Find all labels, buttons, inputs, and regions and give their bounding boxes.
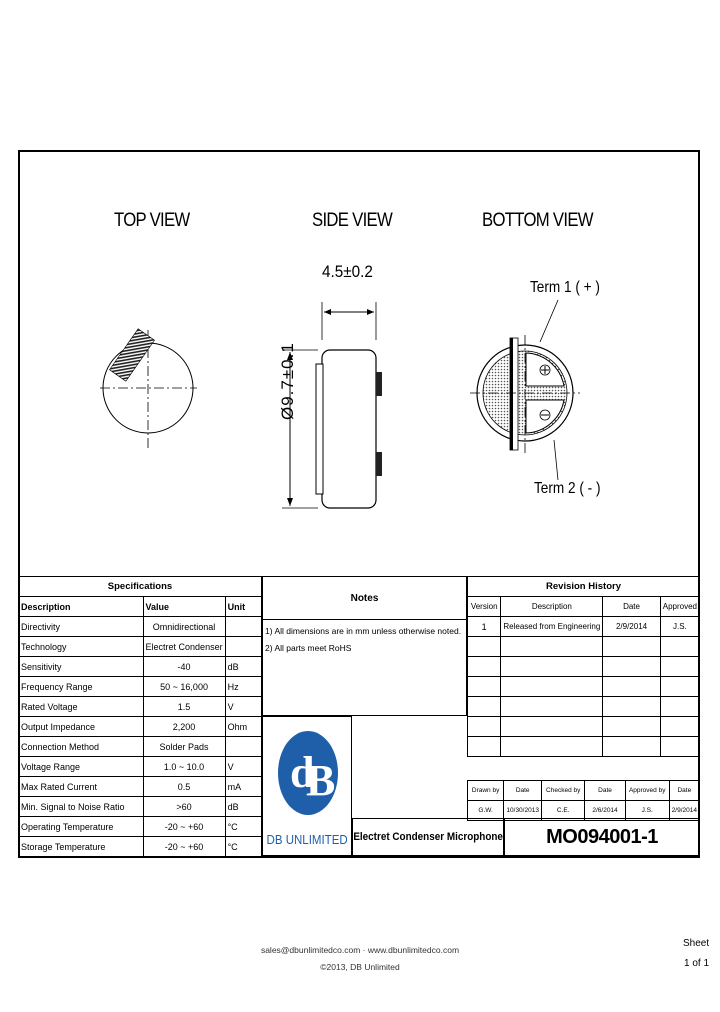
- company-name: DB UNLIMITED: [266, 833, 348, 847]
- table-row: [19, 717, 262, 737]
- revision-header: Approved: [660, 597, 699, 617]
- signoff-value: 2/9/2014: [669, 801, 699, 821]
- signoff-header: Drawn by: [468, 781, 504, 801]
- spec-cell: °C: [225, 817, 261, 837]
- spec-cell: Min. Signal to Noise Ratio: [19, 797, 144, 817]
- spec-cell: 50 ~ 16,000: [143, 677, 225, 697]
- spec-title: Specifications: [19, 577, 262, 597]
- spec-cell: Max Rated Current: [19, 777, 144, 797]
- signoff-value: G.W.: [468, 801, 504, 821]
- table-row: [468, 717, 700, 737]
- table-row: [19, 777, 262, 797]
- part-number: MO094001-1: [546, 825, 658, 848]
- table-row: [19, 797, 262, 817]
- revision-cell: Released from Engineering: [501, 617, 603, 637]
- signoff-header: Date: [504, 781, 542, 801]
- table-row: [19, 837, 262, 857]
- table-row: [468, 657, 700, 677]
- spec-cell: Electret Condenser: [143, 637, 225, 657]
- notes-box: [262, 576, 467, 716]
- signoff-header: Approved by: [625, 781, 669, 801]
- table-row: [19, 757, 262, 777]
- signoff-table: [467, 780, 700, 821]
- spec-header: Value: [143, 597, 225, 617]
- spec-cell: Directivity: [19, 617, 144, 637]
- signoff-value: C.E.: [542, 801, 585, 821]
- spec-cell: -20 ~ +60: [143, 817, 225, 837]
- revision-cell: 2/9/2014: [603, 617, 660, 637]
- part-number-box: [504, 818, 700, 856]
- bottom-view-drawing: [470, 290, 600, 500]
- revision-header: Description: [501, 597, 603, 617]
- term2-label: Term 2 ( - ): [534, 480, 601, 497]
- revision-table: [467, 576, 700, 757]
- table-row: [19, 657, 262, 677]
- spec-cell: V: [225, 697, 261, 717]
- term1-label: Term 1 ( + ): [530, 279, 600, 296]
- width-dimension: 4.5±0.2: [322, 262, 373, 281]
- footer-contact: sales@dbunlimitedco.com · www.dbunlimitedco.com: [260, 945, 460, 955]
- spec-cell: Output Impedance: [19, 717, 144, 737]
- diameter-dimension: Ø9.7±0.1: [278, 342, 297, 420]
- revision-cell: J.S.: [660, 617, 699, 637]
- spec-cell: Frequency Range: [19, 677, 144, 697]
- spec-cell: Storage Temperature: [19, 837, 144, 857]
- spec-cell: >60: [143, 797, 225, 817]
- revision-title: Revision History: [468, 577, 700, 597]
- spec-cell: 1.5: [143, 697, 225, 717]
- spec-cell: Omnidirectional: [143, 617, 225, 637]
- table-row: [468, 677, 700, 697]
- table-row: [19, 817, 262, 837]
- spec-cell: Ohm: [225, 717, 261, 737]
- spec-cell: Hz: [225, 677, 261, 697]
- notes-title: Notes: [263, 577, 466, 620]
- signoff-value: J.S.: [625, 801, 669, 821]
- note-item: 2) All parts meet RoHS: [265, 643, 352, 653]
- signoff-value: 2/6/2014: [585, 801, 625, 821]
- svg-text:B: B: [306, 756, 336, 805]
- signoff-header: Date: [669, 781, 699, 801]
- table-row: [19, 677, 262, 697]
- table-row: [19, 737, 262, 757]
- product-title: Electret Condenser Microphone: [353, 831, 503, 843]
- signoff-header: Checked by: [542, 781, 585, 801]
- revision-cell: 1: [468, 617, 501, 637]
- bottom-view-title: BOTTOM VIEW: [482, 210, 593, 231]
- spec-header: Unit: [225, 597, 261, 617]
- spec-cell: [225, 637, 261, 657]
- spec-cell: Rated Voltage: [19, 697, 144, 717]
- revision-header: Date: [603, 597, 660, 617]
- table-row: [19, 697, 262, 717]
- signoff-value: 10/30/2013: [504, 801, 542, 821]
- top-view-title: TOP VIEW: [114, 210, 190, 231]
- signoff-header: Date: [585, 781, 625, 801]
- spec-cell: V: [225, 757, 261, 777]
- spec-cell: Connection Method: [19, 737, 144, 757]
- spec-cell: dB: [225, 797, 261, 817]
- spec-cell: [225, 737, 261, 757]
- product-title-box: [352, 818, 504, 856]
- note-item: 1) All dimensions are in mm unless otherwise noted.: [265, 626, 462, 636]
- spec-cell: 0.5: [143, 777, 225, 797]
- footer-copyright: ©2013, DB Unlimited: [320, 962, 400, 972]
- side-view-title: SIDE VIEW: [312, 210, 393, 231]
- sheet-value: 1 of 1: [684, 958, 710, 969]
- table-row: [468, 637, 700, 657]
- spec-cell: °C: [225, 837, 261, 857]
- company-logo-box: [262, 716, 352, 856]
- spec-cell: -20 ~ +60: [143, 837, 225, 857]
- revision-header: Version: [468, 597, 501, 617]
- spec-cell: Technology: [19, 637, 144, 657]
- sheet-label: Sheet: [683, 938, 710, 949]
- spec-cell: 1.0 ~ 10.0: [143, 757, 225, 777]
- spec-cell: mA: [225, 777, 261, 797]
- spec-cell: Voltage Range: [19, 757, 144, 777]
- spec-cell: -40: [143, 657, 225, 677]
- db-logo-icon: [275, 725, 341, 825]
- table-row: [468, 737, 700, 757]
- table-row: [19, 617, 262, 637]
- specifications-table: [18, 576, 262, 857]
- spec-cell: dB: [225, 657, 261, 677]
- spec-cell: [225, 617, 261, 637]
- table-row: [19, 637, 262, 657]
- spec-cell: Operating Temperature: [19, 817, 144, 837]
- spec-cell: Solder Pads: [143, 737, 225, 757]
- spec-header: Description: [19, 597, 144, 617]
- svg-text:d: d: [290, 748, 315, 797]
- table-row: [468, 617, 700, 637]
- spec-cell: 2,200: [143, 717, 225, 737]
- table-row: [468, 697, 700, 717]
- spec-cell: Sensitivity: [19, 657, 144, 677]
- top-view-drawing: [95, 300, 205, 480]
